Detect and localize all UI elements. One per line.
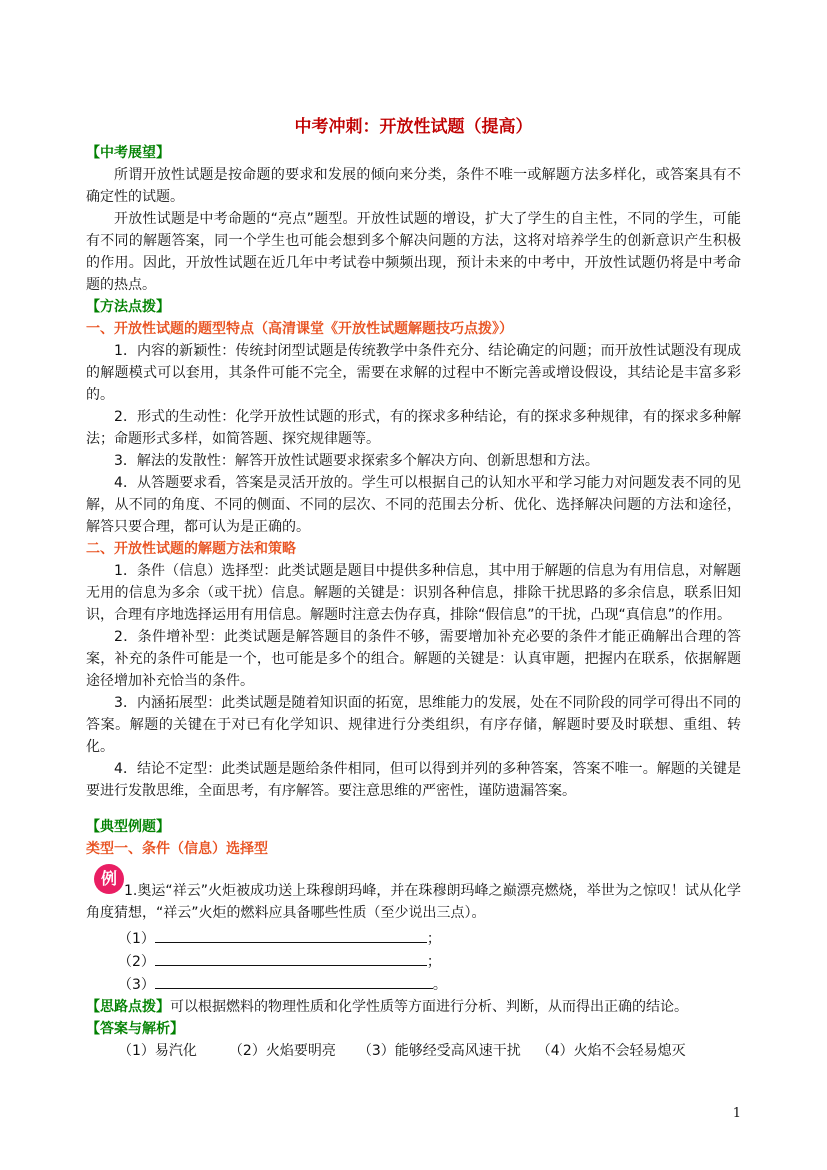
list-item: 3．内涵拓展型：此类试题是随着知识面的拓宽，思维能力的发展，处在不同阶段的同学可得出不同的答案。解题的关键在于对已有化学知识、规律进行分类组织，有序存储，解题时要及时联想、重组、转化。 — [86, 695, 741, 755]
list-item: 2．条件增补型：此类试题是解答题目的条件不够，需要增加补充必要的条件才能正确解出合理的答案，补充的条件可能是一个，也可能是多个的组合。解题的关键是：认真审题，把握内在联系，依据解题途径增加补充恰当的条件。 — [86, 629, 741, 689]
blank-end: ； — [426, 931, 441, 947]
subheading-type-one: 类型一、条件（信息）选择型 — [86, 841, 268, 857]
section-methods — [86, 296, 741, 802]
list-item: 3．解法的发散性：解答开放性试题要求探索多个解决方向、创新思想和方法。 — [114, 453, 599, 469]
answer-heading: 【答案与解析】 — [86, 1021, 184, 1037]
hint-text: 可以根据燃料的物理性质和化学性质等方面进行分析、判断，从而得出正确的结论。 — [170, 999, 688, 1015]
blank-end: ； — [426, 954, 441, 970]
answer-item: （2）火焰要明亮 — [228, 1043, 336, 1059]
answer-item: （3）能够经受高风速干扰 — [357, 1043, 521, 1059]
subheading-strategies: 二、开放性试题的解题方法和策略 — [86, 541, 296, 557]
example-question — [86, 880, 741, 1062]
list-item: 1．条件（信息）选择型：此类试题是题目中提供多种信息，其中用于解题的信息为有用信息，对解题无用的信息为多余（或干扰）信息。解题的关键是：识别各种信息，排除干扰思路的多余信息，联系旧知识，合理有序地选择运用有用信息。解题时注意去伪存真，排除“假信息”的干扰，凸现“真信息”的作用。 — [86, 563, 741, 623]
example-badge-icon: 例 — [94, 864, 124, 894]
section-heading-outlook: 【中考展望】 — [86, 145, 170, 161]
section-examples — [86, 816, 741, 860]
blank-label: （2） — [118, 954, 155, 970]
question-text: 1.奥运“祥云”火炬被成功送上珠穆朗玛峰，并在珠穆朗玛峰之巅漂亮燃烧，举世为之惊叹！试从化学角度猜想，“祥云”火炬的燃料应具备哪些性质（至少说出三点）。 — [86, 883, 741, 921]
section-heading-examples: 【典型例题】 — [86, 819, 170, 835]
hint-label: 【思路点拨】 — [86, 999, 170, 1015]
list-item: 1．内容的新颖性：传统封闭型试题是传统教学中条件充分、结论确定的问题；而开放性试题没有现成的解题模式可以套用，其条件可能不完全，需要在求解的过程中不断完善或增设假设，其结论是丰富多彩的。 — [86, 343, 741, 403]
section-outlook — [86, 142, 741, 296]
blank-line — [155, 973, 433, 989]
answer-blank-2 — [118, 950, 741, 973]
blank-line — [155, 950, 427, 966]
answers-line — [118, 1040, 741, 1062]
hint-line — [86, 996, 741, 1018]
list-item: 4．结论不定型：此类试题是题给条件相同，但可以得到并列的多种答案，答案不唯一。解题的关键是要进行发散思维，全面思考，有序解答。要注意思维的严密性，谨防遗漏答案。 — [86, 761, 741, 799]
answer-item: （1）易汽化 — [118, 1043, 197, 1059]
blank-line — [155, 927, 427, 943]
answer-blank-3 — [118, 973, 741, 996]
blank-label: （3） — [118, 977, 155, 993]
answer-item: （4）火焰不会轻易熄灭 — [536, 1043, 686, 1059]
section-heading-methods: 【方法点拨】 — [86, 299, 170, 315]
paragraph: 开放性试题是中考命题的“亮点”题型。开放性试题的增设，扩大了学生的自主性，不同的学生，可能有不同的解题答案，同一个学生也可能会想到多个解决问题的方法，这将对培养学生的创新意识产生积极的作用。因此，开放性试题在近几年中考试卷中频频出现，预计未来的中考中，开放性试题仍将是中考命题的热点。 — [86, 211, 741, 293]
page-title: 中考冲刺：开放性试题（提高） — [294, 117, 533, 137]
subheading-features: 一、开放性试题的题型特点（高清课堂《开放性试题解题技巧点拨》） — [86, 321, 513, 337]
blank-label: （1） — [118, 931, 155, 947]
paragraph: 所谓开放性试题是按命题的要求和发展的倾向来分类，条件不唯一或解题方法多样化，或答案具有不确定性的试题。 — [86, 167, 741, 205]
list-item: 2．形式的生动性：化学开放性试题的形式，有的探求多种结论，有的探求多种规律，有的探求多种解法；命题形式多样，如简答题、探究规律题等。 — [86, 409, 741, 447]
answer-blank-1 — [118, 927, 741, 950]
list-item: 4．从答题要求看，答案是灵活开放的。学生可以根据自己的认知水平和学习能力对问题发表不同的见解，从不同的角度、不同的侧面、不同的层次、不同的范围去分析、优化、选择解决问题的方法和途径，解答只要合理，都可认为是正确的。 — [86, 475, 741, 535]
blank-end: 。 — [432, 977, 447, 993]
page-number: 1 — [732, 1106, 741, 1121]
